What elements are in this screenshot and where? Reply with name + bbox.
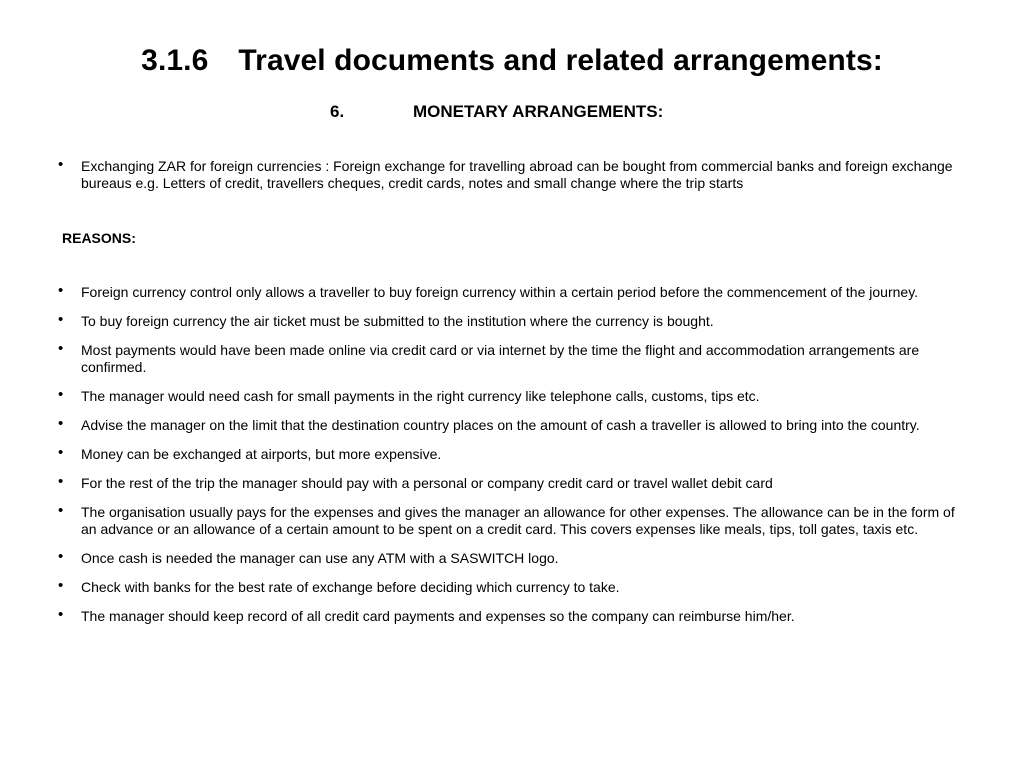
list-item-text: Most payments would have been made online via credit card or via internet by the time the flight and accommodation arrangements are confirmed. (81, 342, 920, 375)
bullet-icon: • (58, 282, 64, 299)
list-item (58, 284, 958, 301)
list-item (58, 475, 958, 492)
subsection-title: MONETARY ARRANGEMENTS: (413, 102, 664, 121)
list-item-text: Advise the manager on the limit that the destination country places on the amount of cash a traveller is allowed to bring into the country. (81, 417, 920, 433)
list-item (58, 550, 958, 567)
bullet-icon: • (58, 444, 64, 461)
list-item (58, 158, 958, 192)
section-number: 3.1.6 (141, 44, 209, 77)
bullet-icon: • (58, 606, 64, 623)
bullet-icon: • (58, 473, 64, 490)
list-item (58, 579, 958, 596)
slide-title (0, 44, 1024, 78)
list-item (58, 388, 958, 405)
list-item-text: The manager should keep record of all credit card payments and expenses so the company can reimburse him/her. (81, 608, 795, 624)
bullet-icon: • (58, 502, 64, 519)
bullet-icon: • (58, 415, 64, 432)
list-item-text: Foreign currency control only allows a traveller to buy foreign currency within a certain period before the commencement of the journey. (81, 284, 919, 300)
title-text: Travel documents and related arrangements: (238, 44, 883, 77)
list-item (58, 342, 958, 376)
list-item-text: Check with banks for the best rate of exchange before deciding which currency to take. (81, 579, 620, 595)
intro-bullet-list (58, 158, 958, 192)
list-item-text: To buy foreign currency the air ticket must be submitted to the institution where the currency is bought. (81, 313, 714, 329)
reasons-bullet-list (58, 284, 958, 637)
list-item (58, 417, 958, 434)
bullet-icon: • (58, 386, 64, 403)
list-item (58, 608, 958, 625)
subsection-number: 6. (330, 102, 345, 121)
list-item-text: Once cash is needed the manager can use any ATM with a SASWITCH logo. (81, 550, 559, 566)
list-item-text: Exchanging ZAR for foreign currencies : Foreign exchange for travelling abroad can be bought from commercial banks and foreign exchange bureaus e.g. Letters of credit, travellers cheques, credit cards, notes and small change where the trip starts (81, 158, 953, 191)
list-item (58, 446, 958, 463)
list-item-text: The organisation usually pays for the expenses and gives the manager an allowance for other expenses. The allowance can be in the form of an advance or an allowance of a certain amount to be spent on a credit card. This covers expenses like meals, tips, toll gates, taxis etc. (81, 504, 955, 537)
list-item (58, 313, 958, 330)
bullet-icon: • (58, 340, 64, 357)
reasons-heading: REASONS: (62, 230, 136, 246)
list-item-text: Money can be exchanged at airports, but more expensive. (81, 446, 442, 462)
list-item-text: For the rest of the trip the manager should pay with a personal or company credit card or travel wallet debit card (81, 475, 773, 491)
bullet-icon: • (58, 156, 64, 173)
list-item (58, 504, 958, 538)
bullet-icon: • (58, 548, 64, 565)
bullet-icon: • (58, 577, 64, 594)
list-item-text: The manager would need cash for small payments in the right currency like telephone calls, customs, tips etc. (81, 388, 760, 404)
bullet-icon: • (58, 311, 64, 328)
